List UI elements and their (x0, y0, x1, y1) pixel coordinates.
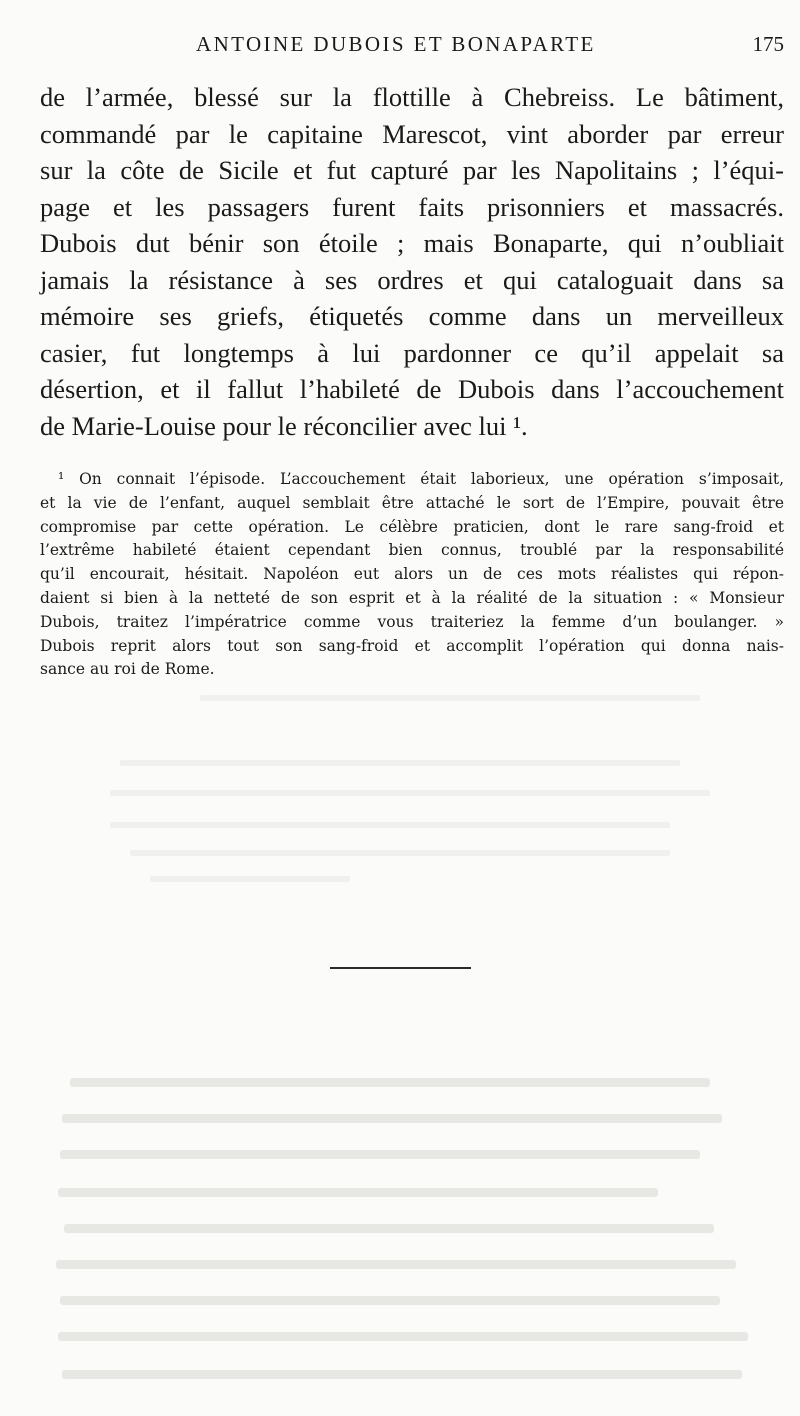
text-line: de Marie-Louise pour le réconcilier avec lui ¹. (40, 410, 528, 441)
text-line: désertion, et il fallut l’habileté de Dubois dans l’accouchement (40, 374, 784, 404)
text-line: sur la côte de Sicile et fut capturé par les Napolitains ; l’équi- (40, 155, 784, 185)
text-line: jamais la résistance à ses ordres et qui cataloguait dans sa (40, 264, 784, 295)
footnote-line: daient si bien à la netteté de son esprit et à la réalité de la situation : « Monsieur (40, 588, 784, 607)
section-divider-rule (330, 967, 471, 969)
footnote-line: et la vie de l’enfant, auquel semblait être attaché le sort de l’Empire, pouvait être (40, 493, 784, 512)
running-title: ANTOINE DUBOIS ET BONAPARTE (196, 32, 596, 56)
footnote-line: compromise par cette opération. Le célèbre praticien, dont le rare sang-froid et (40, 517, 784, 536)
text-line: de l’armée, blessé sur la flottille à Chebreiss. Le bâtiment, (40, 82, 784, 112)
footnote (40, 468, 784, 682)
footnote-line: Dubois, traitez l’impératrice comme vous traiteriez la femme d’un boulanger. » (40, 612, 784, 631)
text-line: commandé par le capitaine Marescot, vint aborder par erreur (40, 118, 784, 149)
text-line: Dubois dut bénir son étoile ; mais Bonaparte, qui n’oubliait (40, 228, 784, 258)
footnote-line: sance au roi de Rome. (40, 660, 215, 679)
running-header (0, 32, 800, 62)
text-line: mémoire ses griefs, étiquetés comme dans un merveilleux (40, 301, 784, 331)
footnote-line: Dubois reprit alors tout son sang-froid et accomplit l’opération qui donna nais- (40, 636, 784, 655)
footnote-line: ¹ On connait l’épisode. L’accouchement était laborieux, une opération s’imposait, (58, 470, 784, 488)
page-number: 175 (752, 32, 784, 56)
text-line: casier, fut longtemps à lui pardonner ce qu’il appelait sa (40, 337, 784, 368)
footnote-line: qu’il encourait, hésitait. Napoléon eut alors un de ces mots réalistes qui répon- (40, 565, 784, 584)
body-paragraph (40, 79, 784, 444)
text-line: page et les passagers furent faits prisonniers et massacrés. (40, 191, 784, 222)
footnote-line: l’extrême habileté étaient cependant bien connus, troublé par la responsabilité (40, 541, 784, 560)
